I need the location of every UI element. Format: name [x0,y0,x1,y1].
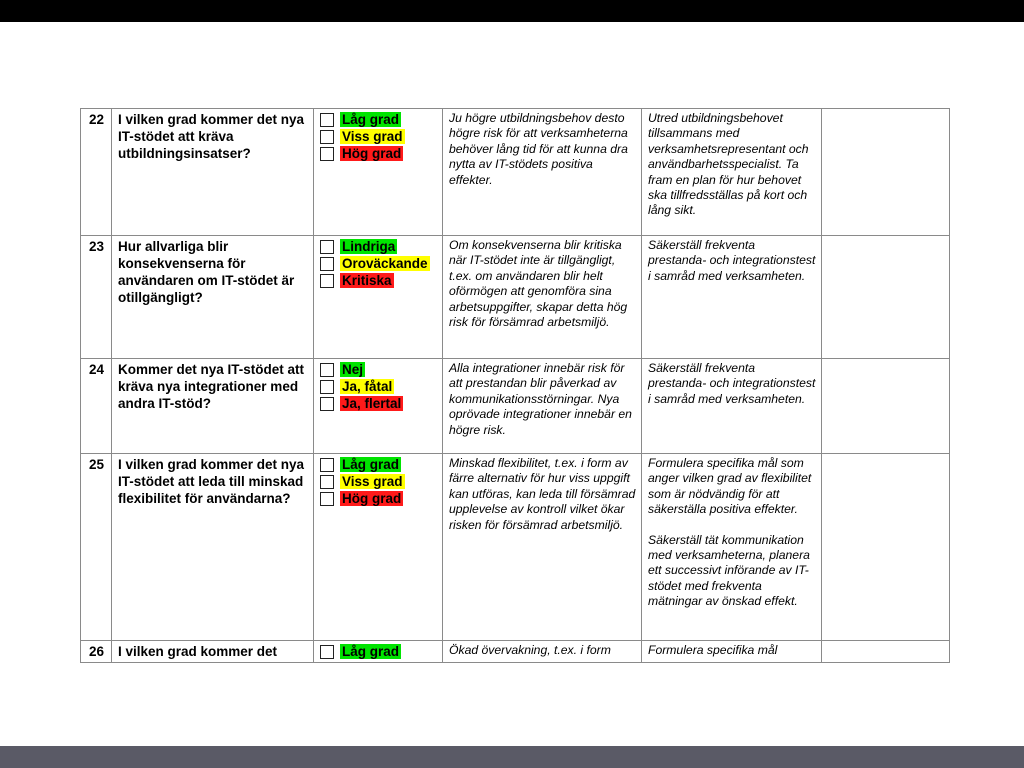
recommended-actions [642,236,822,359]
row-number: 23 [81,236,112,359]
checkbox[interactable] [320,147,334,161]
answer-option[interactable] [320,456,437,473]
option-label: Hög grad [342,146,402,161]
row-number: 24 [81,359,112,454]
checkbox[interactable] [320,274,334,288]
option-label: Viss grad [342,474,403,489]
top-black-bar [0,0,1024,22]
option-label: Låg grad [342,644,400,659]
answer-options [314,454,443,641]
action-paragraph: Säkerställ frekventa prestanda- och integrationstest i samråd med verksamheten. [648,361,816,406]
recommended-actions [642,109,822,236]
question-text: I vilken grad kommer det nya IT-stödet att leda till minskad flexibilitet för användarna? [112,454,314,641]
checkbox[interactable] [320,380,334,394]
table-row [81,641,950,663]
table-row [81,109,950,236]
notes-cell[interactable] [822,359,950,454]
action-paragraph: Säkerställ frekventa prestanda- och integrationstest i samråd med verksamheten. [648,238,816,283]
answer-option[interactable] [320,378,437,395]
option-label: Oroväckande [342,256,428,271]
bottom-bar [0,746,1024,768]
answer-options [314,236,443,359]
checkbox[interactable] [320,113,334,127]
action-paragraph: Säkerställ tät kommunikation med verksamheterna, planera ett successivt införande av IT-stödet med frekventa mätningar av önskad effekt. [648,532,810,609]
answer-option[interactable] [320,128,437,145]
option-label: Hög grad [342,491,402,506]
checkbox[interactable] [320,397,334,411]
notes-cell[interactable] [822,109,950,236]
risk-impact-text: Minskad flexibilitet, t.ex. i form av färre alternativ för hur viss uppgift kan utföras, kan leda till försämrad upplevelse av kontroll vilket ökar risken för försämrad arbetsmiljö. [443,454,642,641]
answer-option[interactable] [320,395,437,412]
row-number: 26 [81,641,112,663]
row-number: 22 [81,109,112,236]
answer-options [314,359,443,454]
question-text: Kommer det nya IT-stödet att kräva nya integrationer med andra IT-stöd? [112,359,314,454]
option-label: Ja, fåtal [342,379,393,394]
question-text: Hur allvarliga blir konsekvenserna för användaren om IT-stödet är otillgängligt? [112,236,314,359]
checkbox[interactable] [320,475,334,489]
table-body [81,109,950,663]
answer-option[interactable] [320,255,437,272]
option-label: Låg grad [342,112,400,127]
checkbox[interactable] [320,240,334,254]
row-number: 25 [81,454,112,641]
answer-option[interactable] [320,145,437,162]
option-label: Låg grad [342,457,400,472]
answer-option[interactable] [320,643,437,660]
action-paragraph: Utred utbildningsbehovet tillsammans med verksamhetsrepresentant och användbarhetsspecialist. Ta fram en plan för hur behovet ska tillfredsställas på kort och lång sikt. [648,111,809,218]
table-row [81,359,950,454]
risk-impact-text: Ökad övervakning, t.ex. i form [443,641,642,663]
option-label: Kritiska [342,273,392,288]
option-label: Viss grad [342,129,403,144]
checkbox[interactable] [320,458,334,472]
checkbox[interactable] [320,130,334,144]
risk-impact-text: Om konsekvenserna blir kritiska när IT-stödet inte är tillgängligt, t.ex. om användaren blir helt oförmögen att genomföra sina arbetsuppgifter, skapar detta hög risk för försämrad arbetsmiljö. [443,236,642,359]
question-text: I vilken grad kommer det nya IT-stödet att kräva utbildningsinsatser? [112,109,314,236]
option-label: Nej [342,362,364,377]
table-row [81,454,950,641]
risk-impact-text: Ju högre utbildningsbehov desto högre risk för att verksamheterna behöver lång tid för att kunna dra nytta av IT-stödets positiva effekter. [443,109,642,236]
action-paragraph: Formulera specifika mål [648,643,778,657]
notes-cell[interactable] [822,454,950,641]
answer-option[interactable] [320,361,437,378]
checkbox[interactable] [320,363,334,377]
option-label: Ja, flertal [342,396,402,411]
answer-options [314,109,443,236]
risk-assessment-table [80,108,950,663]
notes-cell[interactable] [822,236,950,359]
answer-option[interactable] [320,238,437,255]
action-paragraph: Formulera specifika mål som anger vilken grad av flexibilitet som är nödvändig för att säkerställa positiva effekter. [648,456,812,517]
option-label: Lindriga [342,239,396,254]
recommended-actions [642,359,822,454]
answer-option[interactable] [320,473,437,490]
answer-option[interactable] [320,111,437,128]
table-row [81,236,950,359]
answer-options [314,641,443,663]
risk-impact-text: Alla integrationer innebär risk för att prestandan blir påverkad av kommunikationsstörningar. Nya oprövade integrationer innebär en högre risk. [443,359,642,454]
checkbox[interactable] [320,257,334,271]
answer-option[interactable] [320,490,437,507]
checkbox[interactable] [320,492,334,506]
checkbox[interactable] [320,645,334,659]
question-text: I vilken grad kommer det [112,641,314,663]
notes-cell[interactable] [822,641,950,663]
answer-option[interactable] [320,272,437,289]
recommended-actions [642,641,822,663]
recommended-actions [642,454,822,641]
